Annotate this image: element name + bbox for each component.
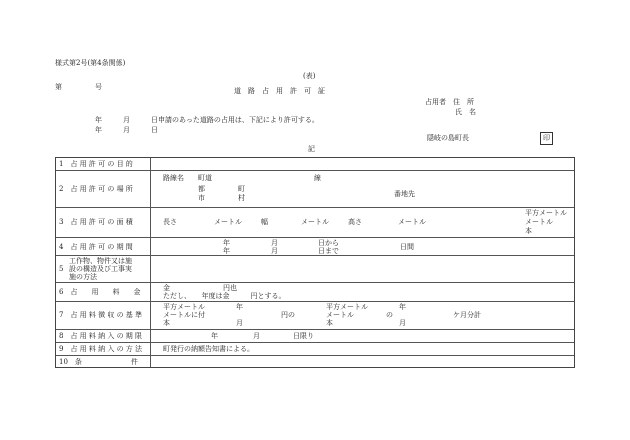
yen-label: 円の xyxy=(281,311,295,319)
no-label: の xyxy=(386,311,393,319)
number-prefix: 第 xyxy=(55,83,62,91)
basis-unit-line: 平方メートル xyxy=(326,303,368,311)
month-label: 月 xyxy=(253,332,260,340)
row-label: 7 占 用 料 徴 収 の 基 準 xyxy=(59,311,143,319)
deadline-day-label: 日限り xyxy=(293,332,314,340)
width-unit: メートル xyxy=(301,218,329,226)
number-suffix: 号 xyxy=(95,83,102,91)
row-label: 9 占 用 料 納 入 の 方 法 xyxy=(59,345,143,353)
length-unit-alt: メートル xyxy=(525,218,553,226)
year-label: 年 xyxy=(223,247,230,255)
prefecture-label: 都 xyxy=(198,185,205,193)
line-suffix: 線 xyxy=(314,174,321,182)
from-day-label: 日から xyxy=(318,239,339,247)
width-label: 幅 xyxy=(261,218,268,226)
basis-unit-line: メートルに付 xyxy=(163,311,205,319)
table-row xyxy=(56,158,574,170)
village-label: 村 xyxy=(238,194,245,202)
length-label: 長さ xyxy=(163,218,177,226)
table-row xyxy=(56,301,574,330)
table-row xyxy=(56,329,574,343)
year-label: 年 xyxy=(399,303,406,311)
year-label: 年 xyxy=(236,303,243,311)
proviso-text: ただし、 年度は金 円とする。 xyxy=(163,292,286,300)
kin-label: 金 xyxy=(163,284,170,292)
to-day-label: 日まで xyxy=(318,247,339,255)
days-label: 日間 xyxy=(400,243,414,251)
ki-label: 記 xyxy=(308,145,315,153)
city-label: 市 xyxy=(198,194,205,202)
table-row xyxy=(56,282,574,302)
length-unit: メートル xyxy=(214,218,242,226)
table-row xyxy=(56,170,574,208)
payment-method: 町発行の納額告知書による。 xyxy=(163,345,254,353)
form-number: 様式第2号(第4条関係) xyxy=(55,59,126,67)
basis-unit-line: メートル xyxy=(326,311,354,319)
permit-table xyxy=(55,157,575,368)
row-label: 6 占 用 料 金 xyxy=(59,288,141,296)
seal-stamp: 印 xyxy=(540,132,553,145)
year-label: 年 xyxy=(211,332,218,340)
town-label: 町 xyxy=(238,185,245,193)
basis-unit-line: 本 xyxy=(326,319,333,327)
issuer-name: 隠岐の島町長 xyxy=(427,134,469,142)
yen-label: 円也 xyxy=(223,284,237,292)
table-row xyxy=(56,237,574,256)
row-label: 8 占 用 料 納 入 の 期 限 xyxy=(59,332,143,340)
height-unit: メートル xyxy=(398,218,426,226)
page-title: 道 路 占 用 許 可 証 xyxy=(234,87,325,95)
applicant-name-label: 氏 名 xyxy=(455,108,476,116)
table-row xyxy=(56,207,574,238)
month-label: 月 xyxy=(236,319,243,327)
omote-label: (表) xyxy=(303,72,316,80)
banchi-label: 番地先 xyxy=(394,190,415,198)
row-label: 1 占 用 許 可 の 目 的 xyxy=(59,160,133,168)
months-total-label: ケ月分計 xyxy=(453,311,481,319)
applicant-address-label: 占用者 住 所 xyxy=(425,98,474,106)
month-label: 月 xyxy=(399,319,406,327)
row-label-line: 工作物、物件又は施 xyxy=(69,257,132,265)
row-label-line: 施の方法 xyxy=(69,273,97,281)
road-name: 路線名 町道 xyxy=(163,174,212,182)
row-label: 4 占 用 許 可 の 期 間 xyxy=(59,243,133,251)
row-number: 5 xyxy=(59,265,64,273)
table-row xyxy=(56,355,574,369)
date-line: 年 月 日 xyxy=(95,126,158,134)
row-label-line: 設の構造及び工事実 xyxy=(69,265,132,273)
year-label: 年 xyxy=(223,239,230,247)
table-row xyxy=(56,255,574,283)
row-label: 2 占 用 許 可 の 場 所 xyxy=(59,185,133,193)
table-row xyxy=(56,342,574,356)
month-label: 月 xyxy=(271,247,278,255)
row-label: 10 条 件 xyxy=(59,358,138,366)
row-label: 3 占 用 許 可 の 面 積 xyxy=(59,218,133,226)
basis-unit-line: 平方メートル xyxy=(163,303,205,311)
area-unit: 平方メートル xyxy=(525,209,567,217)
height-label: 高さ xyxy=(348,218,362,226)
basis-unit-line: 本 xyxy=(163,319,170,327)
request-line: 年 月 日申請のあった道路の占用は、下記により許可する。 xyxy=(95,116,319,124)
count-unit: 本 xyxy=(525,227,532,235)
month-label: 月 xyxy=(271,239,278,247)
